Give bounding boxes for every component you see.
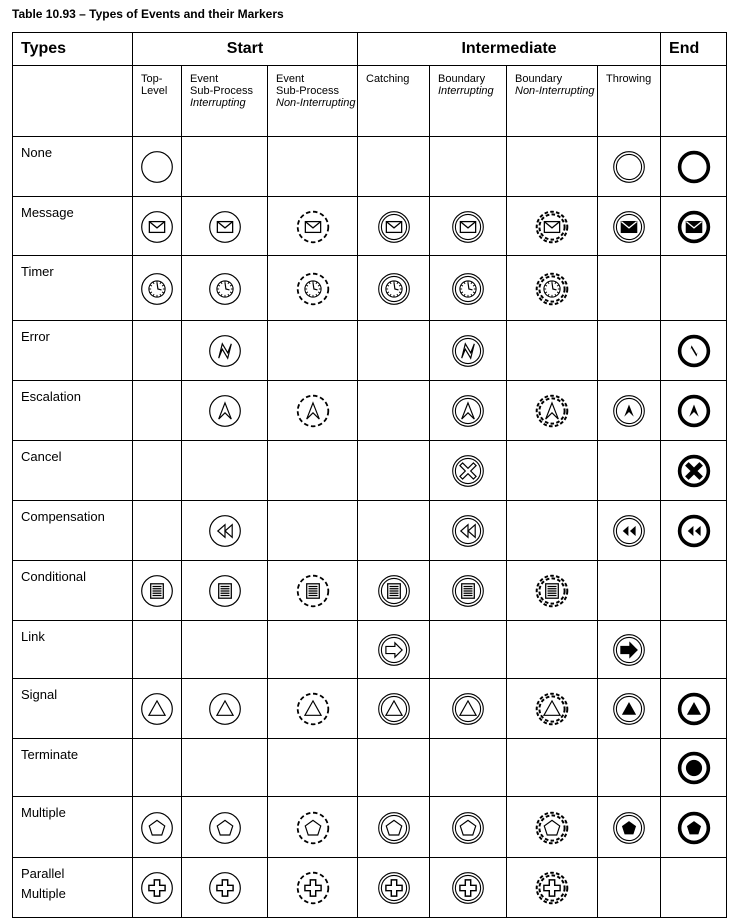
pentagon-event-double-icon [376,810,412,846]
event-cell [182,321,268,381]
event-cell [358,441,430,501]
subheader-1 [182,66,268,137]
event-cell [133,679,182,739]
event-cell [268,739,358,797]
event-cell [598,679,661,739]
conditional-event-double-icon [376,573,412,609]
event-cell [507,137,598,197]
row-label-cell [13,679,133,739]
table-row [13,256,727,321]
event-cell [598,256,661,321]
event-cell [430,501,507,561]
event-cell [182,561,268,621]
event-cell [133,797,182,858]
subheader-text: Catching [366,73,410,85]
signal-event-throw-icon [611,691,647,727]
signal-event-start-icon [207,691,243,727]
row-label-cell [13,501,133,561]
conditional-event-start-icon [207,573,243,609]
event-cell [598,621,661,679]
clock-event-start-icon [139,271,175,307]
pentagon-event-start-icon [139,810,175,846]
envelope-event-throw-icon [611,209,647,245]
pentagon-event-double-dashed-icon [534,810,570,846]
table-row [13,137,727,197]
event-cell [268,381,358,441]
escalation-event-throw-icon [611,393,647,429]
row-label: Signal [21,687,58,702]
conditional-event-double-dashed-icon [534,573,570,609]
event-cell [661,797,727,858]
compensation-event-end-icon [676,513,712,549]
event-cell [182,679,268,739]
event-cell [598,441,661,501]
event-cell [133,197,182,256]
event-cell [507,739,598,797]
event-cell [268,256,358,321]
event-cell [430,381,507,441]
event-cell [661,381,727,441]
link-event-throw-icon [611,632,647,668]
subheader-text: Boundary [438,73,486,85]
row-label-cell [13,797,133,858]
plus-event-double-icon [450,870,486,906]
plus-event-start-icon [139,870,175,906]
event-cell [358,197,430,256]
error-event-start-icon [207,333,243,369]
subheader-text: Interrupting [438,85,494,97]
plus-event-double-icon [376,870,412,906]
event-cell [661,621,727,679]
plus-event-start-icon [207,870,243,906]
event-cell [358,797,430,858]
event-cell [661,197,727,256]
table-row [13,501,727,561]
event-cell [507,797,598,858]
event-cell [358,858,430,918]
event-cell [182,858,268,918]
event-cell [661,739,727,797]
pentagon-event-double-icon [450,810,486,846]
conditional-event-start-icon [139,573,175,609]
event-cell [182,441,268,501]
clock-event-double-icon [376,271,412,307]
event-cell [268,858,358,918]
plus-event-double-dashed-icon [534,870,570,906]
compensation-event-double-icon [450,513,486,549]
event-cell [507,256,598,321]
event-cell [598,561,661,621]
row-label: Cancel [21,449,62,464]
event-cell [182,739,268,797]
event-cell [268,797,358,858]
subheader-4 [430,66,507,137]
row-label: Conditional [21,569,87,584]
event-cell [268,501,358,561]
event-cell [661,679,727,739]
row-label: Link [21,629,45,644]
event-cell [430,137,507,197]
compensation-event-throw-icon [611,513,647,549]
event-cell [358,501,430,561]
row-label-cell [13,561,133,621]
row-label: Message [21,205,74,220]
event-cell [430,561,507,621]
pentagon-event-start-icon [207,810,243,846]
none-event-start-icon [139,149,175,185]
event-cell [182,256,268,321]
event-cell [182,381,268,441]
subheader-text: Throwing [606,73,652,85]
signal-event-start-dashed-icon [295,691,331,727]
cancel-event-end-icon [676,453,712,489]
subheader-text: Interrupting [190,97,246,109]
subheader-text: Level [141,85,168,97]
event-cell [182,621,268,679]
table-row [13,197,727,256]
signal-event-double-icon [450,691,486,727]
row-label: Parallel Multiple [21,866,66,901]
escalation-event-double-dashed-icon [534,393,570,429]
event-cell [358,621,430,679]
event-cell [268,621,358,679]
error-event-double-icon [450,333,486,369]
event-cell [182,137,268,197]
event-cell [507,441,598,501]
clock-event-start-dashed-icon [295,271,331,307]
row-label-cell [13,858,133,918]
envelope-event-end-icon [676,209,712,245]
conditional-event-start-dashed-icon [295,573,331,609]
header-types: Types [13,33,133,66]
event-cell [182,501,268,561]
event-cell [430,739,507,797]
event-cell [133,381,182,441]
escalation-event-start-dashed-icon [295,393,331,429]
event-cell [507,561,598,621]
subheader-text: Sub-Process [190,85,253,97]
subheader-0 [133,66,182,137]
header-intermediate: Intermediate [358,33,661,66]
event-types-table [12,32,727,918]
event-cell [358,256,430,321]
header-end: End [661,33,727,66]
event-cell [430,197,507,256]
event-cell [358,739,430,797]
table-row [13,381,727,441]
link-event-double-icon [376,632,412,668]
event-cell [598,797,661,858]
event-cell [661,256,727,321]
event-cell [133,561,182,621]
row-label: None [21,145,53,160]
event-cell [598,321,661,381]
conditional-event-double-icon [450,573,486,609]
event-cell [133,321,182,381]
event-cell [661,137,727,197]
signal-event-start-icon [139,691,175,727]
row-label-cell [13,197,133,256]
event-cell [598,739,661,797]
envelope-event-start-icon [139,209,175,245]
envelope-event-double-icon [450,209,486,245]
subheader-text: Event [190,73,219,85]
event-cell [507,321,598,381]
row-label-cell [13,256,133,321]
event-cell [358,381,430,441]
escalation-event-end-icon [676,393,712,429]
table-row [13,679,727,739]
event-cell [268,197,358,256]
table-row [13,739,727,797]
event-cell [268,679,358,739]
table-row [13,858,727,918]
event-cell [598,501,661,561]
subheader-text: Top- [141,73,163,85]
envelope-event-start-icon [207,209,243,245]
clock-event-double-dashed-icon [534,271,570,307]
subheader-text: Boundary [515,73,563,85]
table-caption: Table 10.93 – Types of Events and their Markers [12,7,284,21]
event-cell [268,321,358,381]
none-event-throw-icon [611,149,647,185]
table-row [13,621,727,679]
cancel-event-double-icon [450,453,486,489]
row-label-cell [13,621,133,679]
event-cell [133,441,182,501]
subheader-5 [507,66,598,137]
header-start: Start [133,33,358,66]
event-cell [507,381,598,441]
signal-event-end-icon [676,691,712,727]
signal-event-double-icon [376,691,412,727]
event-cell [182,197,268,256]
subheader-text: Non-Interrupting [276,97,356,109]
event-cell [133,137,182,197]
event-cell [430,256,507,321]
event-cell [133,621,182,679]
subheader-7 [661,66,727,137]
event-cell [182,797,268,858]
pentagon-event-start-dashed-icon [295,810,331,846]
event-cell [661,321,727,381]
event-cell [507,197,598,256]
pentagon-event-end-icon [676,810,712,846]
row-label: Multiple [21,805,66,820]
event-cell [133,256,182,321]
event-cell [598,381,661,441]
table-row [13,321,727,381]
compensation-event-start-icon [207,513,243,549]
event-cell [661,561,727,621]
escalation-event-start-icon [207,393,243,429]
event-cell [358,137,430,197]
terminate-event-end-icon [676,750,712,786]
none-event-end-icon [676,149,712,185]
event-cell [598,858,661,918]
clock-event-start-icon [207,271,243,307]
signal-event-double-dashed-icon [534,691,570,727]
envelope-event-double-dashed-icon [534,209,570,245]
event-cell [358,679,430,739]
event-cell [598,137,661,197]
event-cell [507,858,598,918]
row-label: Timer [21,264,54,279]
clock-event-double-icon [450,271,486,307]
row-label: Terminate [21,747,79,762]
escalation-event-double-icon [450,393,486,429]
subheader-6 [598,66,661,137]
row-label-cell [13,137,133,197]
event-cell [133,858,182,918]
event-cell [133,739,182,797]
row-label: Error [21,329,50,344]
error-event-end-icon [676,333,712,369]
event-cell [268,561,358,621]
event-cell [133,501,182,561]
event-cell [507,621,598,679]
row-label: Escalation [21,389,81,404]
event-cell [430,797,507,858]
event-cell [430,679,507,739]
event-cell [268,441,358,501]
envelope-event-double-icon [376,209,412,245]
event-cell [598,197,661,256]
event-cell [358,321,430,381]
event-cell [430,441,507,501]
event-cell [430,858,507,918]
event-cell [430,321,507,381]
row-label: Compensation [21,509,105,524]
pentagon-event-throw-icon [611,810,647,846]
row-label-cell [13,381,133,441]
table-row [13,797,727,858]
event-cell [661,441,727,501]
event-cell [661,858,727,918]
row-label-cell [13,739,133,797]
event-cell [661,501,727,561]
event-cell [430,621,507,679]
row-label-cell [13,321,133,381]
event-cell [507,679,598,739]
subheader-2 [268,66,358,137]
event-cell [268,137,358,197]
subheader-text: Non-Interrupting [515,85,595,97]
table-row [13,441,727,501]
plus-event-start-dashed-icon [295,870,331,906]
row-label-cell [13,441,133,501]
table-row [13,561,727,621]
subheader-text: Sub-Process [276,85,339,97]
event-cell [358,561,430,621]
subheader-3 [358,66,430,137]
subheader-empty [13,66,133,137]
event-cell [507,501,598,561]
envelope-event-start-dashed-icon [295,209,331,245]
subheader-text: Event [276,73,305,85]
